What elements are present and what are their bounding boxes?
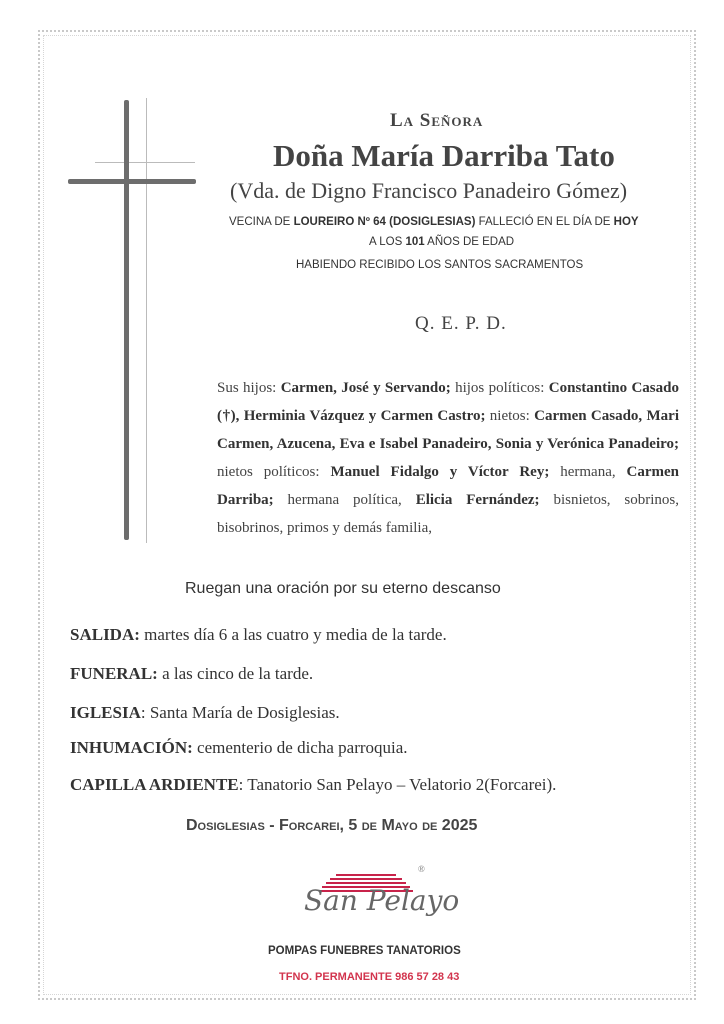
sacraments-line: HABIENDO RECIBIDO LOS SANTOS SACRAMENTOS (296, 259, 584, 271)
detail-funeral: FUNERAL: a las cinco de la tarde. (70, 664, 314, 683)
place-date: Dosiglesias - Forcarei, 5 de Mayo de 2025 (186, 817, 478, 834)
detail-capilla: CAPILLA ARDIENTE: Tanatorio San Pelayo – Velatorio 2(Forcarei). (70, 775, 557, 794)
company-name: POMPAS FUNEBRES TANATORIOS (268, 945, 461, 957)
deceased-name: Doña María Darriba Tato (273, 138, 615, 173)
phone-number: TFNO. PERMANENTE 986 57 28 43 (279, 971, 460, 983)
age-line: A LOS 101 AÑOS DE EDAD (369, 236, 515, 248)
dagger-icon: † (222, 408, 231, 424)
detail-inhumacion: INHUMACIÓN: cementerio de dicha parroquia. (70, 738, 408, 757)
family-paragraph: Sus hijos: Carmen, José y Servando; hijos políticos: Constantino Casado (†), Herminia Vázquez y Carmen Castro; nietos: Carmen Casado, Mari Carmen, Azucena, Eva e Isabel Panadeiro, Sonia y Verónica Panadeiro; nietos políticos: Manuel Fidalgo y Víctor Rey; hermana, Carmen Darriba; hermana política, Elicia Fernández; bisnietos, sobrinos, bisobrinos, primos y demás familia, (217, 380, 680, 536)
qepd-text: Q. E. P. D. (415, 313, 507, 334)
detail-salida: SALIDA: martes día 6 a las cuatro y media de la tarde. (70, 625, 447, 644)
honorific-label: La Señora (390, 110, 484, 131)
widow-of-line: (Vda. de Digno Francisco Panadeiro Gómez) (230, 178, 628, 203)
detail-iglesia: IGLESIA: Santa María de Dosiglesias. (70, 703, 340, 722)
registered-mark: ® (418, 864, 425, 874)
residence-line: VECINA DE LOUREIRO Nº 64 (DOSIGLESIAS) FALLECIÓ EN EL DÍA DE HOY (229, 216, 639, 228)
prayer-request: Ruegan una oración por su eterno descanso (185, 580, 501, 597)
logo-text: San Pelayo (304, 884, 460, 917)
